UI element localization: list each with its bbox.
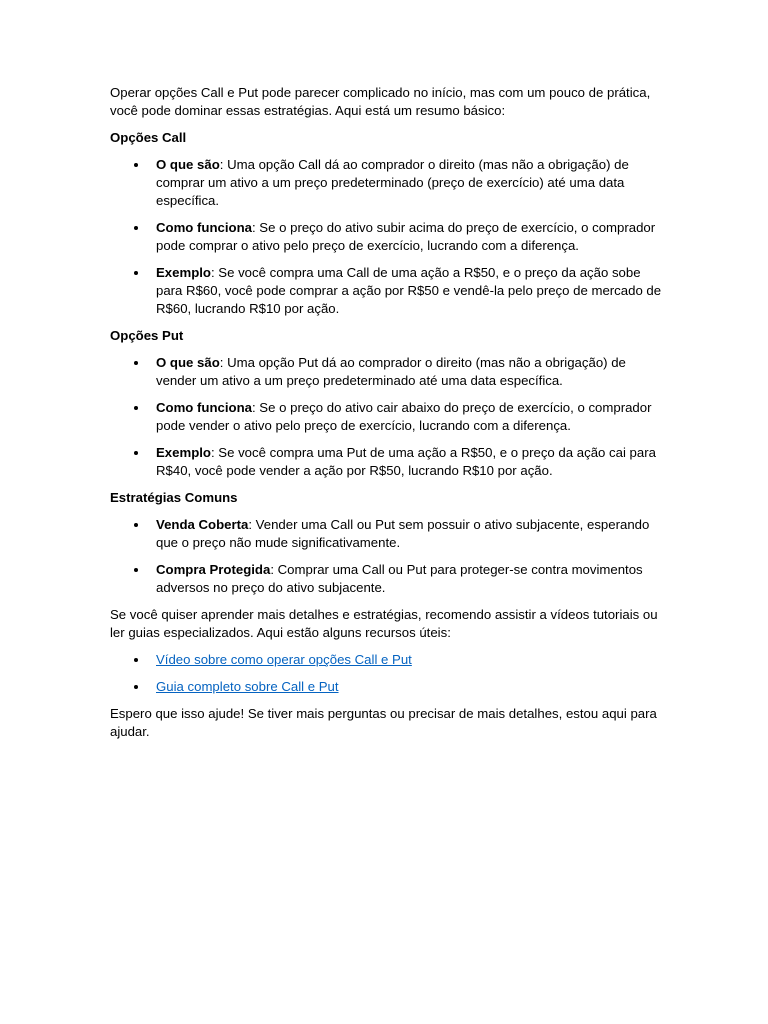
list-item <box>110 678 662 696</box>
list-item-term: Como funciona <box>156 220 252 235</box>
list-item-term: O que são <box>156 157 220 172</box>
list-item-term: Como funciona <box>156 400 252 415</box>
strategies-list <box>110 516 662 597</box>
list-item-term: Exemplo <box>156 445 211 460</box>
list-item <box>110 399 662 435</box>
guide-link[interactable]: Guia completo sobre Call e Put <box>156 679 339 694</box>
list-item-text: : Se você compra uma Call de uma ação a R$50, e o preço da ação sobe para R$60, você pode comprar a ação por R$50 e vendê-la pelo preço de mercado de R$60, lucrando R$10 por ação. <box>156 265 662 316</box>
put-list <box>110 354 662 480</box>
video-tutorial-link[interactable]: Vídeo sobre como operar opções Call e Put <box>156 652 412 667</box>
list-item-text: : Se você compra uma Put de uma ação a R$50, e o preço da ação cai para R$40, você pode vender a ação por R$50, lucrando R$10 por ação. <box>156 445 656 478</box>
list-item-text: : Uma opção Put dá ao comprador o direito (mas não a obrigação) de vender um ativo a um preço predeterminado até uma data específica. <box>156 355 626 388</box>
list-item-text: : Uma opção Call dá ao comprador o direito (mas não a obrigação) de comprar um ativo a um preço predeterminado (preço de exercício) até uma data específica. <box>156 157 629 208</box>
list-item-term: Exemplo <box>156 265 211 280</box>
list-item <box>110 561 662 597</box>
list-item-term: Venda Coberta <box>156 517 249 532</box>
list-item-text: : Comprar uma Call ou Put para proteger-se contra movimentos adversos no preço do ativo subjacente. <box>156 562 643 595</box>
list-item-term: O que são <box>156 355 220 370</box>
section-heading-put: Opções Put <box>110 328 184 343</box>
list-item <box>110 516 662 552</box>
list-item-text: : Se o preço do ativo subir acima do preço de exercício, o comprador pode comprar o ativo pelo preço de exercício, lucrando com a diferença. <box>156 220 656 253</box>
list-item-term: Compra Protegida <box>156 562 271 577</box>
document-page <box>110 84 662 750</box>
intro-paragraph: Operar opções Call e Put pode parecer complicado no início, mas com um pouco de prática, você pode dominar essas estratégias. Aqui está um resumo básico: <box>110 85 651 118</box>
section-heading-strategies: Estratégias Comuns <box>110 490 238 505</box>
list-item-text: : Se o preço do ativo cair abaixo do preço de exercício, o comprador pode vender o ativo pelo preço de exercício, lucrando com a diferença. <box>156 400 652 433</box>
list-item-text: : Vender uma Call ou Put sem possuir o ativo subjacente, esperando que o preço não mude significativamente. <box>156 517 650 550</box>
resources-paragraph: Se você quiser aprender mais detalhes e estratégias, recomendo assistir a vídeos tutoriais ou ler guias especializados. Aqui estão alguns recursos úteis: <box>110 607 658 640</box>
list-item <box>110 219 662 255</box>
list-item <box>110 354 662 390</box>
resource-links-list <box>110 651 662 696</box>
call-list <box>110 156 662 318</box>
list-item <box>110 264 662 318</box>
section-heading-call: Opções Call <box>110 130 187 145</box>
closing-paragraph: Espero que isso ajude! Se tiver mais perguntas ou precisar de mais detalhes, estou aqui para ajudar. <box>110 706 657 739</box>
list-item <box>110 444 662 480</box>
list-item <box>110 651 662 669</box>
list-item <box>110 156 662 210</box>
